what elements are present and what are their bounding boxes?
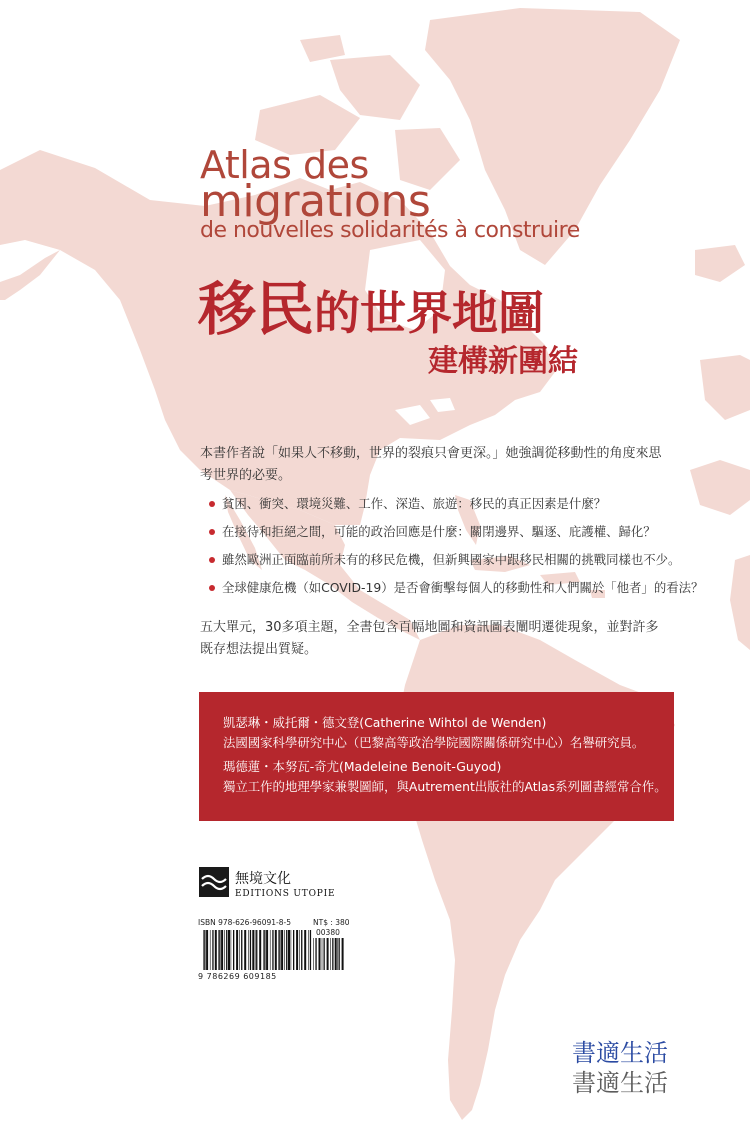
bullet-item: 在接待和拒絕之間，可能的政治回應是什麼：關閉邊界、驅逐、庇護權、歸化？ (222, 524, 682, 540)
barcode-addon-number: 00380 (316, 928, 340, 937)
summary-paragraph: 五大單元，30多項主題，全書包含百幅地圖和資訊圖表闡明遷徙現象，並對許多既存想法提出質疑。 (200, 620, 659, 657)
bullet-dot-icon (209, 529, 215, 535)
french-title-line-1: Atlas des (200, 143, 369, 187)
price-label: NT$ : 380 (313, 918, 350, 927)
bullet-item: 貧困、衝突、環境災難、工作、深造、旅遊：移民的真正因素是什麼？ (222, 496, 682, 512)
watermark-line-1: 書適生活 (572, 1039, 668, 1067)
chinese-subtitle: 建構新團結 (428, 344, 578, 379)
author-2-description: 獨立工作的地理學家兼製圖師，與Autrement出版社的Atlas系列圖書經常合作。 (223, 779, 667, 794)
chinese-title-part-2: 的 (314, 286, 361, 340)
watermark-line-2: 書適生活 (572, 1069, 668, 1097)
publisher-name-chinese: 無境文化 (235, 871, 291, 887)
chinese-title (198, 262, 544, 346)
author-1-name: 凱瑟琳・威托爾・德文登(Catherine Wihtol de Wenden) (223, 715, 547, 730)
author-info-box (199, 692, 674, 821)
chinese-title-part-1: 移民 (198, 275, 315, 343)
isbn-barcode-area (198, 916, 348, 984)
isbn-digits: 9 786269 609185 (198, 972, 277, 981)
isbn-label: ISBN 978-626-96091-8-5 (198, 918, 291, 927)
bullet-item: 雖然歐洲正面臨前所未有的移民危機，但新興國家中跟移民相關的挑戰同樣也不少。 (222, 552, 682, 568)
author-1-description: 法國國家科學研究中心（巴黎高等政治學院國際關係研究中心）名譽研究員。 (223, 735, 645, 750)
french-title-line-2: migrations (200, 176, 431, 227)
barcode-addon (312, 938, 344, 970)
publisher-logo (199, 865, 349, 907)
bullet-dot-icon (209, 557, 215, 563)
bullet-dot-icon (209, 501, 215, 507)
bullet-list (222, 496, 704, 608)
publisher-logo-icon (199, 867, 229, 897)
barcode-main (202, 930, 312, 970)
intro-paragraph: 本書作者說「如果人不移動，世界的裂痕只會更深。」她強調從移動性的角度來思考世界的必要。 (200, 446, 662, 483)
bullet-dot-icon (209, 585, 215, 591)
chinese-title-part-3: 世界地圖 (360, 286, 545, 340)
author-2-name: 瑪德蓮・本努瓦-奇尤(Madeleine Benoit-Guyod) (223, 759, 502, 774)
publisher-name-english: EDITIONS UTOPIE (235, 889, 336, 899)
bullet-item: 全球健康危機（如COVID-19）是否會衝擊每個人的移動性和人們關於「他者」的看法？ (222, 580, 682, 596)
french-subtitle: de nouvelles solidarités à construire (200, 218, 580, 243)
